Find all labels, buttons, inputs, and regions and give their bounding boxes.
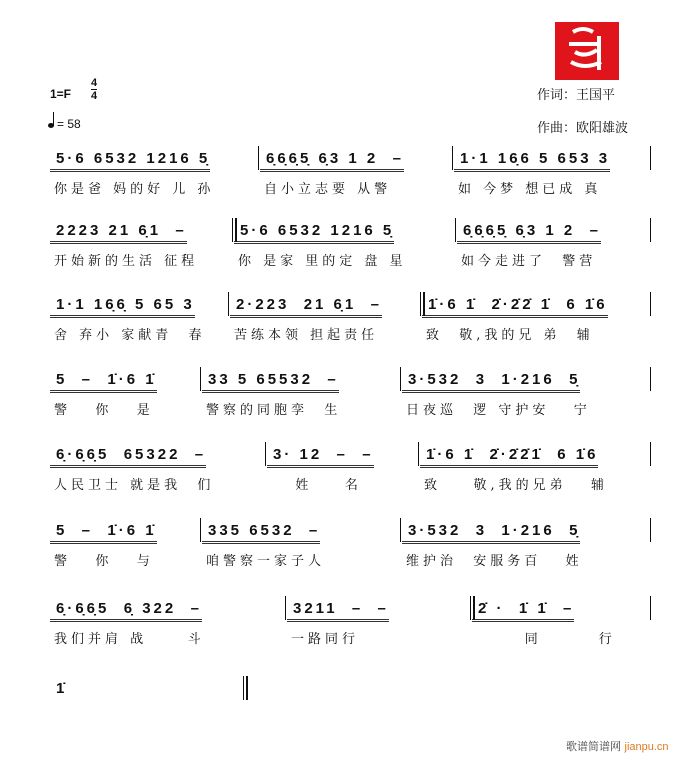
barline [420,292,424,316]
barline [470,596,474,620]
measure [260,150,446,210]
measure-notes: 3· 12 – – [267,446,374,468]
measure-lyrics: 维护治 安服务百 姓 [406,554,583,569]
measure-lyrics: 致 敬,我的兄 弟 辅 [426,328,594,343]
barline [200,367,201,391]
measure-notes: 1̇·6 1̇ 2̇·2̇2̇ 1̇ 6 1̇6 [422,296,608,318]
measure [202,371,394,431]
measure-notes: 335 6532 – [202,522,320,544]
measure-lyrics: 如今走进了 警营 [461,254,597,269]
measure-notes: 5 – 1̇·6 1̇ [50,522,157,544]
measure [50,371,194,431]
barline [258,146,259,170]
lyricist-credit: 作词：王国平 [537,88,616,103]
measure-notes: 5·6 6532 1216 5̣ [50,150,210,172]
measure-lyrics: 你是爸 妈的好 儿 孙 [54,182,215,197]
barline [400,367,401,391]
measure [472,600,644,660]
measure-lyrics: 自小立志要 从警 [264,182,392,197]
score-line [0,150,700,210]
barline [650,218,651,242]
measure-lyrics: 警 你 与 [54,554,154,569]
measure-lyrics: 姓 名 [271,478,362,493]
measure [287,600,464,660]
measure [50,150,252,210]
measure-notes: 33 5 65532 – [202,371,339,393]
measure-lyrics: 一路同行 [291,632,360,647]
barline [650,292,651,316]
measure-notes: 6̣6̣6̣5̣ 6̣3 1 2 – [260,150,404,172]
measure [402,371,644,431]
measure [50,446,259,506]
measure-lyrics: 咱警察一家子人 [206,554,326,569]
measure [234,222,449,282]
score-line [0,446,700,506]
measure-notes: 1·1 16̣6 5 653 3 [454,150,610,172]
measure-lyrics: 日夜巡 逻 守护安 宁 [406,403,591,418]
measure-lyrics: 苦练本领 担起责任 [234,328,379,343]
time-signature-bottom: 4 [91,90,98,102]
measure [50,522,194,582]
barline [650,367,651,391]
key-signature: 1=F [50,87,72,101]
barline [650,596,651,620]
measure-notes: 5·6 6532 1216 5̣ [234,222,394,244]
measure-lyrics: 人民卫士 就是我 们 [54,478,215,493]
time-signature-top: 4 [91,77,98,89]
composer-credit: 作曲：欧阳雄波 [537,121,629,136]
barline [265,442,266,466]
watermark-url: jianpu.cn [624,741,669,753]
score-line [0,600,700,660]
measure-notes: 1̇·6 1̇ 2̇·2̇2̇1̇ 6 1̇6 [420,446,598,468]
barline [452,146,453,170]
measure-lyrics: 舍 弃小 家献青 春 [54,328,206,343]
final-barline [243,676,247,700]
measure [50,222,226,282]
score-line [0,371,700,431]
measure-notes: 3·532 3 1·216 5̣ [402,522,580,544]
measure-lyrics: 你 是家 里的定 盘 星 [238,254,407,269]
barline [200,518,201,542]
measure-notes: 2̇ · 1̇ 1̇ – [472,600,574,622]
measure-notes: 6̣6̣6̣5̣ 6̣3 1 2 – [457,222,601,244]
barline [285,596,286,620]
score-line [0,522,700,582]
measure [50,296,222,356]
score-line [0,222,700,282]
measure-notes: 2223 21 6̣1 – [50,222,187,244]
measure-notes: 6̣·6̣6̣5 6̣ 322 – [50,600,202,622]
barline [455,218,456,242]
measure-notes: 1̇ [56,680,68,697]
measure-notes: 6̣·6̣6̣5 65322 – [50,446,206,468]
barline [650,442,651,466]
barline [400,518,401,542]
watermark-site-name: 歌谱简谱网 [566,740,621,753]
measure [422,296,644,356]
measure [267,446,412,506]
measure [50,600,279,660]
measure [50,680,237,740]
barline [228,292,229,316]
quarter-note-icon [48,123,54,128]
measure-notes: 1·1 16̣6̣ 5 65 3 [50,296,195,318]
score-line [0,296,700,356]
measure-notes: 5 – 1̇·6 1̇ [50,371,157,393]
measure-lyrics: 如 今梦 想已成 真 [458,182,602,197]
tempo-marking [48,117,81,131]
measure [420,446,644,506]
measure-lyrics: 警 你 是 [54,403,154,418]
measure-notes: 2·223 21 6̣1 – [230,296,382,318]
time-signature [91,77,97,102]
measure-lyrics: 开始新的生活 征程 [54,254,199,269]
barline [232,218,236,242]
tempo-value: = 58 [57,117,81,131]
measure-notes: 3·532 3 1·216 5̣ [402,371,580,393]
barline [650,146,651,170]
measure-lyrics: 我们并肩 战 斗 [54,632,205,647]
measure [230,296,414,356]
measure [454,150,644,210]
barline [650,518,651,542]
score-line [0,680,700,740]
measure [457,222,644,282]
measure-lyrics: 致 敬,我的兄弟 辅 [424,478,609,493]
measure-lyrics: 警察的同胞孪 生 [206,403,342,418]
measure [402,522,644,582]
measure-notes: 3211 – – [287,600,389,622]
watermark [566,738,669,754]
seal-stamp-logo [555,22,619,80]
measure [202,522,394,582]
measure-lyrics: 同 行 [476,632,616,647]
barline [418,442,419,466]
